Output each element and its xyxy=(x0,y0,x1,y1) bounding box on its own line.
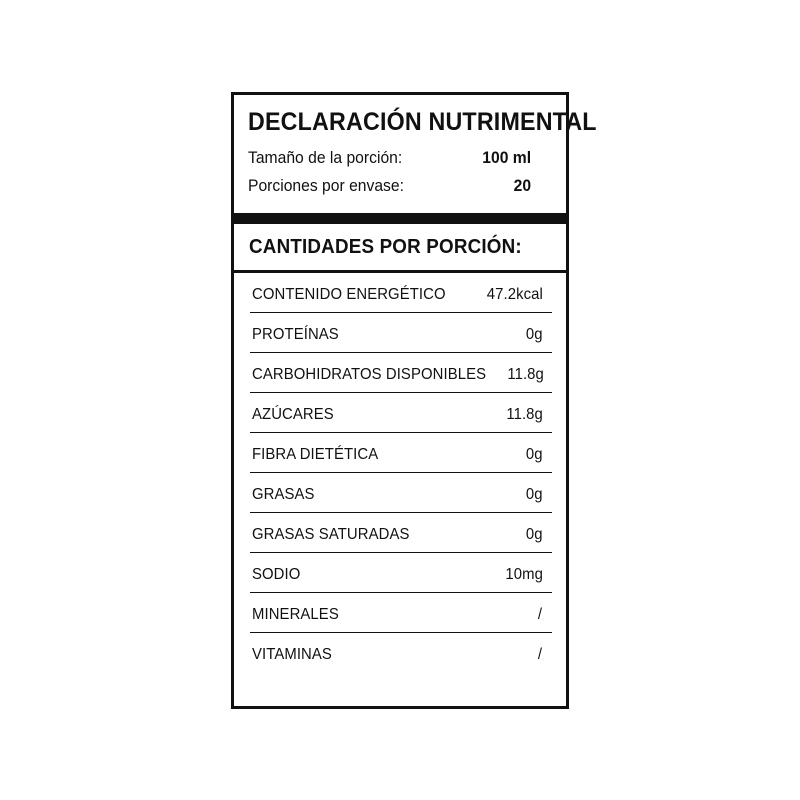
table-row xyxy=(250,473,552,513)
nutrient-value: 0g xyxy=(525,446,543,463)
table-row xyxy=(250,313,552,353)
nutrient-name: PROTEÍNAS xyxy=(252,326,339,343)
nutrient-name: SODIO xyxy=(252,566,301,583)
serving-size-label: Tamaño de la porción: xyxy=(248,148,403,167)
nutrition-facts-panel xyxy=(231,92,597,709)
table-row xyxy=(250,593,552,633)
nutrient-value: 0g xyxy=(525,486,543,503)
serving-size-row xyxy=(248,146,537,171)
servings-per-container-label: Porciones por envase: xyxy=(248,177,404,196)
serving-size-value: 100 ml xyxy=(482,148,532,167)
table-row xyxy=(250,553,552,593)
page-title: DECLARACIÓN NUTRIMENTAL xyxy=(248,108,597,136)
servings-per-container-value: 20 xyxy=(513,177,532,196)
nutrient-name: MINERALES xyxy=(252,606,339,623)
nutrient-value: 10mg xyxy=(504,566,543,583)
table-row xyxy=(250,433,552,473)
nutrient-name: AZÚCARES xyxy=(252,406,334,423)
nutrient-value: 0g xyxy=(525,526,543,543)
nutrient-name: VITAMINAS xyxy=(252,646,332,663)
nutrient-value: 11.8g xyxy=(507,366,544,383)
header-block xyxy=(234,95,597,205)
table-row xyxy=(250,513,552,553)
nutrient-name: GRASAS xyxy=(252,486,315,503)
nutrient-name: GRASAS SATURADAS xyxy=(252,526,410,543)
nutrient-name: CONTENIDO ENERGÉTICO xyxy=(252,286,446,303)
nutrient-value: / xyxy=(538,606,543,623)
table-row xyxy=(250,353,552,393)
nutrient-list xyxy=(234,273,566,673)
nutrient-name: CARBOHIDRATOS DISPONIBLES xyxy=(252,366,487,383)
table-row xyxy=(250,633,552,673)
nutrient-name: FIBRA DIETÉTICA xyxy=(252,446,379,463)
amounts-per-portion-heading: CANTIDADES POR PORCIÓN: xyxy=(249,236,522,258)
table-row xyxy=(250,273,552,313)
table-row xyxy=(250,393,552,433)
thick-divider xyxy=(234,213,566,224)
nutrient-value: 0g xyxy=(525,326,543,343)
nutrient-value: / xyxy=(538,646,543,663)
nutrient-value: 47.2kcal xyxy=(486,286,543,303)
servings-per-container-row xyxy=(248,174,537,199)
nutrient-value: 11.8g xyxy=(505,406,543,423)
